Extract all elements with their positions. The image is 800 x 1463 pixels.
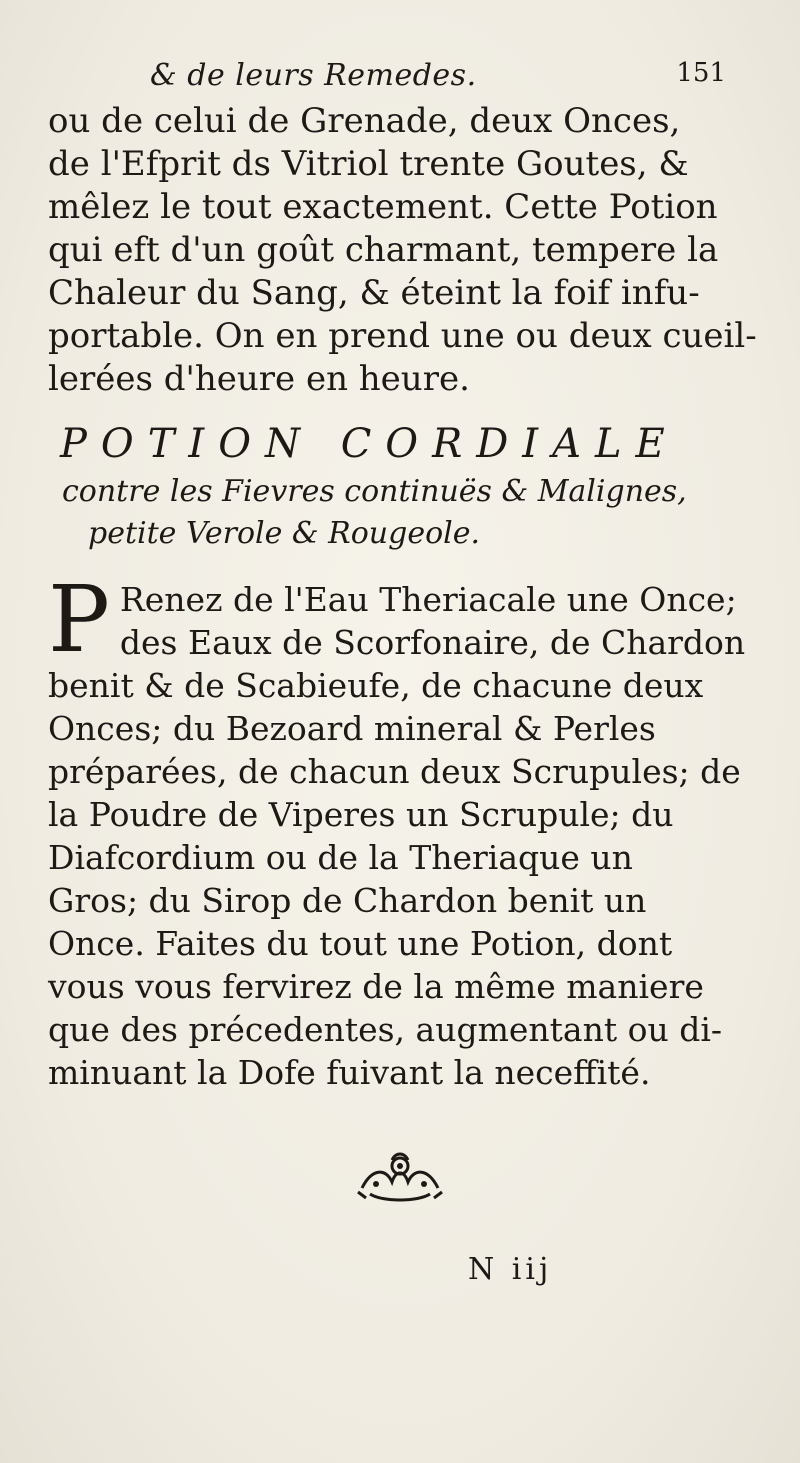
page-number: 151 <box>676 58 726 88</box>
text-line: mêlez le tout exactement. Cette Potion <box>48 187 718 227</box>
heading-subtitle-continued: petite Verole & Rougeole. <box>88 516 481 551</box>
text-line: des Eaux de Scorfonaire, de Chardon <box>119 623 746 662</box>
text-line: qui eft d'un goût charmant, tempere la <box>48 230 719 270</box>
text-line: ou de celui de Grenade, deux Onces, <box>48 101 681 141</box>
text-line: Once. Faites du tout une Potion, dont <box>48 924 673 963</box>
heading-title: POTION CORDIALE <box>60 421 679 467</box>
text-line: que des précedentes, augmentant ou di- <box>48 1010 723 1049</box>
printers-flower-ornament-icon <box>352 1148 448 1206</box>
recipe-body <box>48 566 768 1094</box>
text-line: la Poudre de Viperes un Scrupule; du <box>48 795 674 834</box>
running-head <box>150 58 740 98</box>
paragraph-top <box>48 100 768 401</box>
running-head-title: & de leurs Remedes. <box>150 58 477 93</box>
text-line: Diafcordium ou de la Theriaque un <box>48 838 633 877</box>
heading-subtitle: contre les Fievres continuës & Malignes, <box>62 474 687 509</box>
drop-cap: P <box>48 566 110 673</box>
recipe-heading <box>60 418 780 554</box>
text-line: minuant la Dofe fuivant la neceffité. <box>48 1053 651 1092</box>
text-line: portable. On en prend une ou deux cueil- <box>48 316 757 356</box>
text-line: Gros; du Sirop de Chardon benit un <box>48 881 647 920</box>
text-line: lerées d'heure en heure. <box>48 359 470 399</box>
text-line: Renez de l'Eau Theriacale une Once; <box>119 580 737 619</box>
text-line: vous vous fervirez de la même maniere <box>48 967 704 1006</box>
signature-mark: N iij <box>468 1252 553 1287</box>
text-line: préparées, de chacun deux Scrupules; de <box>48 752 741 791</box>
text-line: Chaleur du Sang, & éteint la foif infu- <box>48 273 700 313</box>
text-line: benit & de Scabieufe, de chacune deux <box>48 666 704 705</box>
text-line: Onces; du Bezoard mineral & Perles <box>48 709 656 748</box>
text-line: de l'Efprit ds Vitriol trente Goutes, & <box>48 144 689 184</box>
